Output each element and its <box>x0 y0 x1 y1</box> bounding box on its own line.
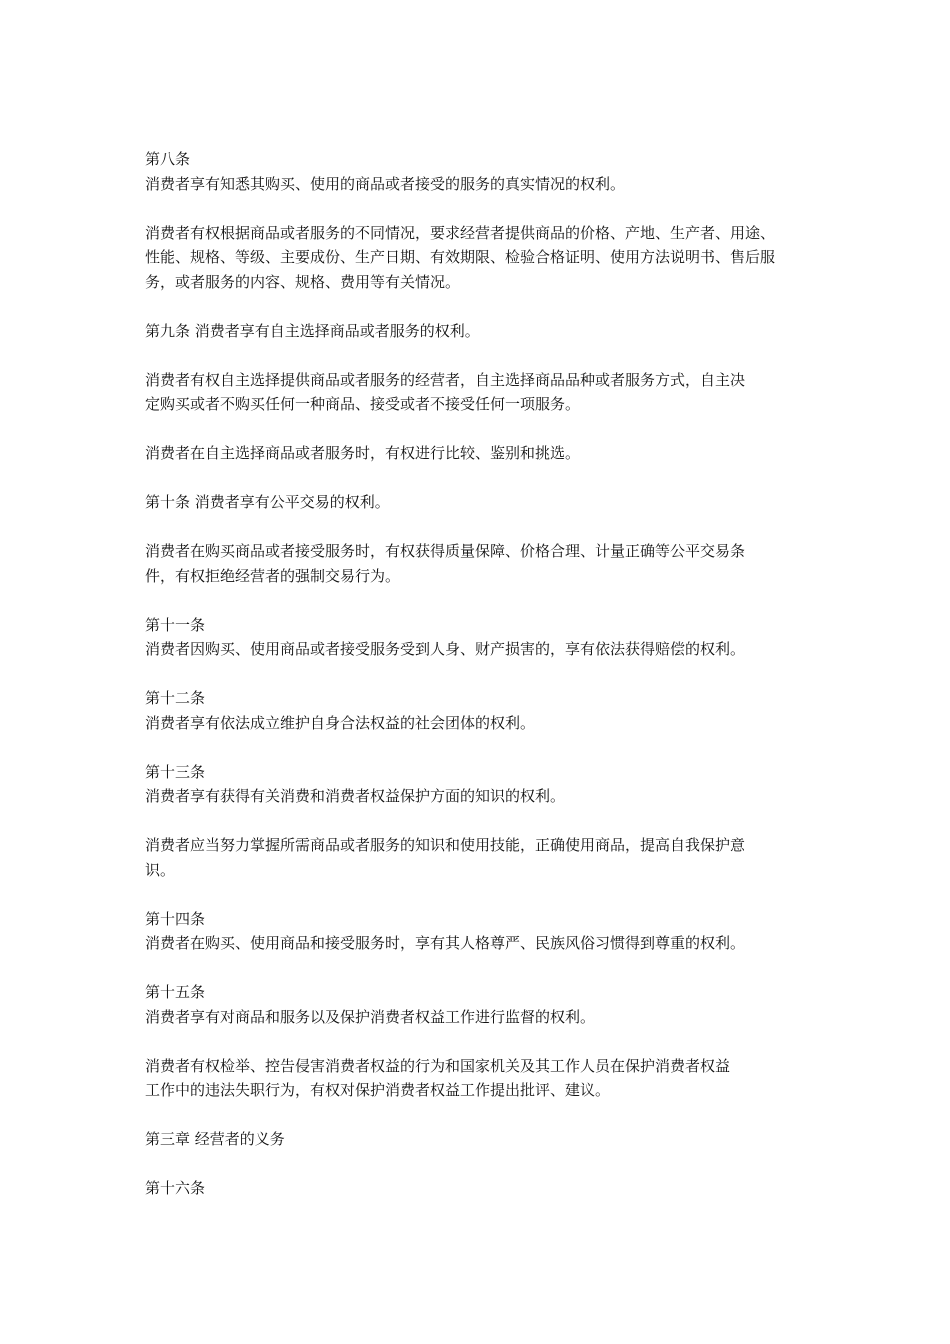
paragraph-line: 定购买或者不购买任何一种商品、接受或者不接受任何一项服务。 <box>145 395 581 413</box>
chapter-3-heading-block <box>145 1127 815 1152</box>
paragraph-line: 识。 <box>145 860 176 879</box>
article-10-heading-block <box>145 490 815 515</box>
article-text: 消费者享有知悉其购买、使用的商品或者接受的服务的真实情况的权利。 <box>145 174 626 193</box>
article-14-block <box>145 907 815 956</box>
article-9-paragraph-2 <box>145 441 815 466</box>
paragraph-line: 性能、规格、等级、主要成份、生产日期、有效期限、检验合格证明、使用方法说明书、售后服 <box>145 248 776 266</box>
article-13-paragraph <box>145 833 815 882</box>
article-heading: 第十二条 <box>145 689 206 707</box>
article-heading: 第九条 消费者享有自主选择商品或者服务的权利。 <box>145 321 480 340</box>
article-8-heading-block <box>145 147 815 196</box>
article-13-block <box>145 760 815 809</box>
article-text: 消费者在购买、使用商品和接受服务时，享有其人格尊严、民族风俗习惯得到尊重的权利。 <box>145 934 746 952</box>
article-heading: 第十六条 <box>145 1179 206 1197</box>
paragraph-line: 消费者有权检举、控告侵害消费者权益的行为和国家机关及其工作人员在保护消费者权益 <box>145 1056 731 1075</box>
paragraph-line: 消费者有权根据商品或者服务的不同情况，要求经营者提供商品的价格、产地、生产者、用途、 <box>145 223 776 242</box>
article-10-paragraph <box>145 539 815 588</box>
paragraph-line: 件，有权拒绝经营者的强制交易行为。 <box>145 566 401 585</box>
paragraph-line: 消费者应当努力掌握所需商品或者服务的知识和使用技能，正确使用商品，提高自我保护意 <box>145 836 746 854</box>
article-text: 消费者因购买、使用商品或者接受服务受到人身、财产损害的，享有依法获得赔偿的权利。 <box>145 640 746 658</box>
paragraph-line: 消费者有权自主选择提供商品或者服务的经营者，自主选择商品品种或者服务方式，自主决 <box>145 370 746 389</box>
article-heading: 第十一条 <box>145 615 206 634</box>
article-text: 消费者享有依法成立维护自身合法权益的社会团体的权利。 <box>145 713 536 732</box>
article-heading: 第十三条 <box>145 762 206 781</box>
document-body <box>145 147 815 1225</box>
article-15-paragraph <box>145 1054 815 1103</box>
paragraph-line: 消费者在自主选择商品或者服务时，有权进行比较、鉴别和挑选。 <box>145 444 581 462</box>
article-8-paragraph <box>145 221 815 295</box>
chapter-heading: 第三章 经营者的义务 <box>145 1130 285 1148</box>
article-text: 消费者享有对商品和服务以及保护消费者权益工作进行监督的权利。 <box>145 1007 596 1026</box>
article-heading: 第十五条 <box>145 983 206 1001</box>
article-heading: 第十条 消费者享有公平交易的权利。 <box>145 493 390 511</box>
article-9-heading-block <box>145 319 815 344</box>
article-heading: 第八条 <box>145 150 191 168</box>
paragraph-line: 消费者在购买商品或者接受服务时，有权获得质量保障、价格合理、计量正确等公平交易条 <box>145 542 746 560</box>
paragraph-line: 务，或者服务的内容、规格、费用等有关情况。 <box>145 272 461 291</box>
article-12-block <box>145 686 815 735</box>
article-11-block <box>145 613 815 662</box>
article-15-block <box>145 980 815 1029</box>
paragraph-line: 工作中的违法失职行为，有权对保护消费者权益工作提出批评、建议。 <box>145 1081 611 1099</box>
article-9-paragraph-1 <box>145 368 815 417</box>
article-heading: 第十四条 <box>145 909 206 928</box>
article-text: 消费者享有获得有关消费和消费者权益保护方面的知识的权利。 <box>145 787 566 805</box>
article-16-heading-block <box>145 1176 815 1201</box>
